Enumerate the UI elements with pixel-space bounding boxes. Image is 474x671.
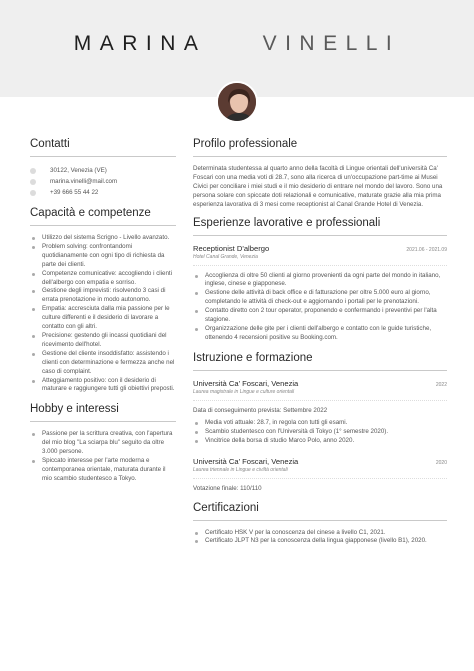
last-name: VINELLI	[262, 32, 401, 55]
education-line: Votazione finale: 110/110	[193, 484, 262, 492]
candidate-name	[0, 32, 474, 56]
contact-title: Contatti	[30, 138, 176, 157]
education-list	[193, 419, 447, 446]
contact-email[interactable]: marina.vinelli@mail.com	[30, 176, 176, 187]
education-degree: Laurea triennale in Lingue e civiltà orientali	[193, 467, 447, 479]
profile-photo	[216, 81, 258, 123]
job-duties-list	[193, 272, 447, 343]
list-item: Gestione del cliente insoddisfatto: assistendo i clienti con determinazione e fermezza anche nel caso di complaint.	[30, 350, 176, 377]
experience-title: Esperienze lavorative e professionali	[193, 217, 447, 236]
left-column	[30, 138, 176, 484]
education-degree: Laurea magistrale in Lingue e culture orientali	[193, 389, 447, 401]
list-item: Certificato HSK V per la conoscenza del cinese a livello C1, 2021.	[193, 529, 447, 538]
list-item: Organizzazione delle gite per i clienti dell'albergo e contatto con le guide turistiche, ottenendo 4 recensioni positive su Booking.com.	[193, 325, 447, 343]
list-item: Scambio studentesco con l'Università di Tokyo (1° semestre 2020).	[193, 428, 447, 437]
certifications-list	[193, 529, 447, 547]
list-item: Competenze comunicative: accogliendo i clienti dell'albergo con empatia e sorriso.	[30, 270, 176, 288]
education-header	[193, 457, 447, 466]
profile-title: Profilo professionale	[193, 138, 447, 157]
skills-list	[30, 234, 176, 394]
list-item: Gestione degli imprevisti: risolvendo 3 casi di errata prenotazione in modo autonomo.	[30, 287, 176, 305]
list-item: Spiccato interesse per l'arte moderna e contemporanea orientale, maturata durante il mio scambio studentesco a Tokyo.	[30, 457, 176, 484]
education-school: Università Ca' Foscari, Venezia	[193, 456, 299, 466]
list-item: Utilizzo del sistema Scrigno - Livello avanzato.	[30, 234, 176, 243]
list-item: Problem solving: confrontandomi quotidianamente con ogni tipo di richiesta da parte dei clienti.	[30, 243, 176, 270]
contact-address: 30122, Venezia (VE)	[30, 165, 176, 176]
list-item: Empatia: accresciuta dalla mia passione per le culture differenti e il desiderio di lavorare a contatto con gli altri.	[30, 305, 176, 332]
job-title: Receptionist D'albergo	[193, 243, 270, 253]
list-item: Certificato JLPT N3 per la conoscenza della lingua giapponese (livello B1), 2020.	[193, 537, 447, 546]
education-school: Università Ca' Foscari, Venezia	[193, 378, 299, 388]
education-year: 2022	[435, 381, 447, 388]
job-employer: Hotel Canal Grande, Venezia	[193, 254, 447, 266]
skills-title: Capacità e competenze	[30, 207, 176, 226]
education-header	[193, 379, 447, 388]
phone-icon	[30, 190, 36, 196]
job-date: 2021.06 - 2021.09	[406, 246, 447, 253]
email-icon	[30, 179, 36, 185]
profile-text: Determinata studentessa al quarto anno della facoltà di Lingue orientali dell'università Ca' Foscari con una media voti di 28.7, sono alla ricerca di un'occupazione part-time ai Musei Civici per conciliare i miei studi e il mio desiderio di entrare nel mondo del lavoro. Sono una persona solare con spiccate doti relazionali e comunicative, maturate grazie alla mia prima esperienza lavorativa di 3 mesi come receptionist al Canal Grande Hotel di Venezia.	[193, 165, 443, 208]
certifications-title: Certificazioni	[193, 502, 447, 521]
list-item: Media voti attuale: 28.7, in regola con tutti gli esami.	[193, 419, 447, 428]
list-item: Precisione: gestendo gli incassi quotidiani del ricevimento dell'hotel.	[30, 332, 176, 350]
contact-phone: +39 666 55 44 22	[30, 187, 176, 198]
hobby-list	[30, 430, 176, 483]
list-item: Passione per la scrittura creativa, con l'apertura del mio blog "La sciarpa blu" seguito da oltre 3.000 persone.	[30, 430, 176, 457]
first-name: MARINA	[73, 32, 206, 55]
list-item: Accoglienza di oltre 50 clienti al giorno provenienti da ogni parte del mondo in italiano, inglese, cinese e giapponese.	[193, 272, 447, 290]
job-header	[193, 244, 447, 253]
hobby-title: Hobby e interessi	[30, 403, 176, 422]
education-year: 2020	[435, 459, 447, 466]
right-column	[193, 138, 447, 546]
list-item: Atteggiamento positivo: con il desiderio di maturare e raggiungere tutti gli obiettivi preposti.	[30, 377, 176, 395]
list-item: Contatto diretto con 2 tour operator, proponendo e confermando i preventivi per l'alta stagione.	[193, 307, 447, 325]
education-title: Istruzione e formazione	[193, 352, 447, 371]
list-item: Gestione delle attività di back office e di fatturazione per oltre 5.000 euro al giorno, completando le attività di check-out e aggiornando i portali per le prenotazioni.	[193, 289, 447, 307]
list-item: Vincitrice della borsa di studio Marco Polo, anno 2020.	[193, 437, 447, 446]
education-line: Data di conseguimento prevista: Settembre 2022	[193, 406, 328, 414]
location-icon	[30, 168, 36, 174]
